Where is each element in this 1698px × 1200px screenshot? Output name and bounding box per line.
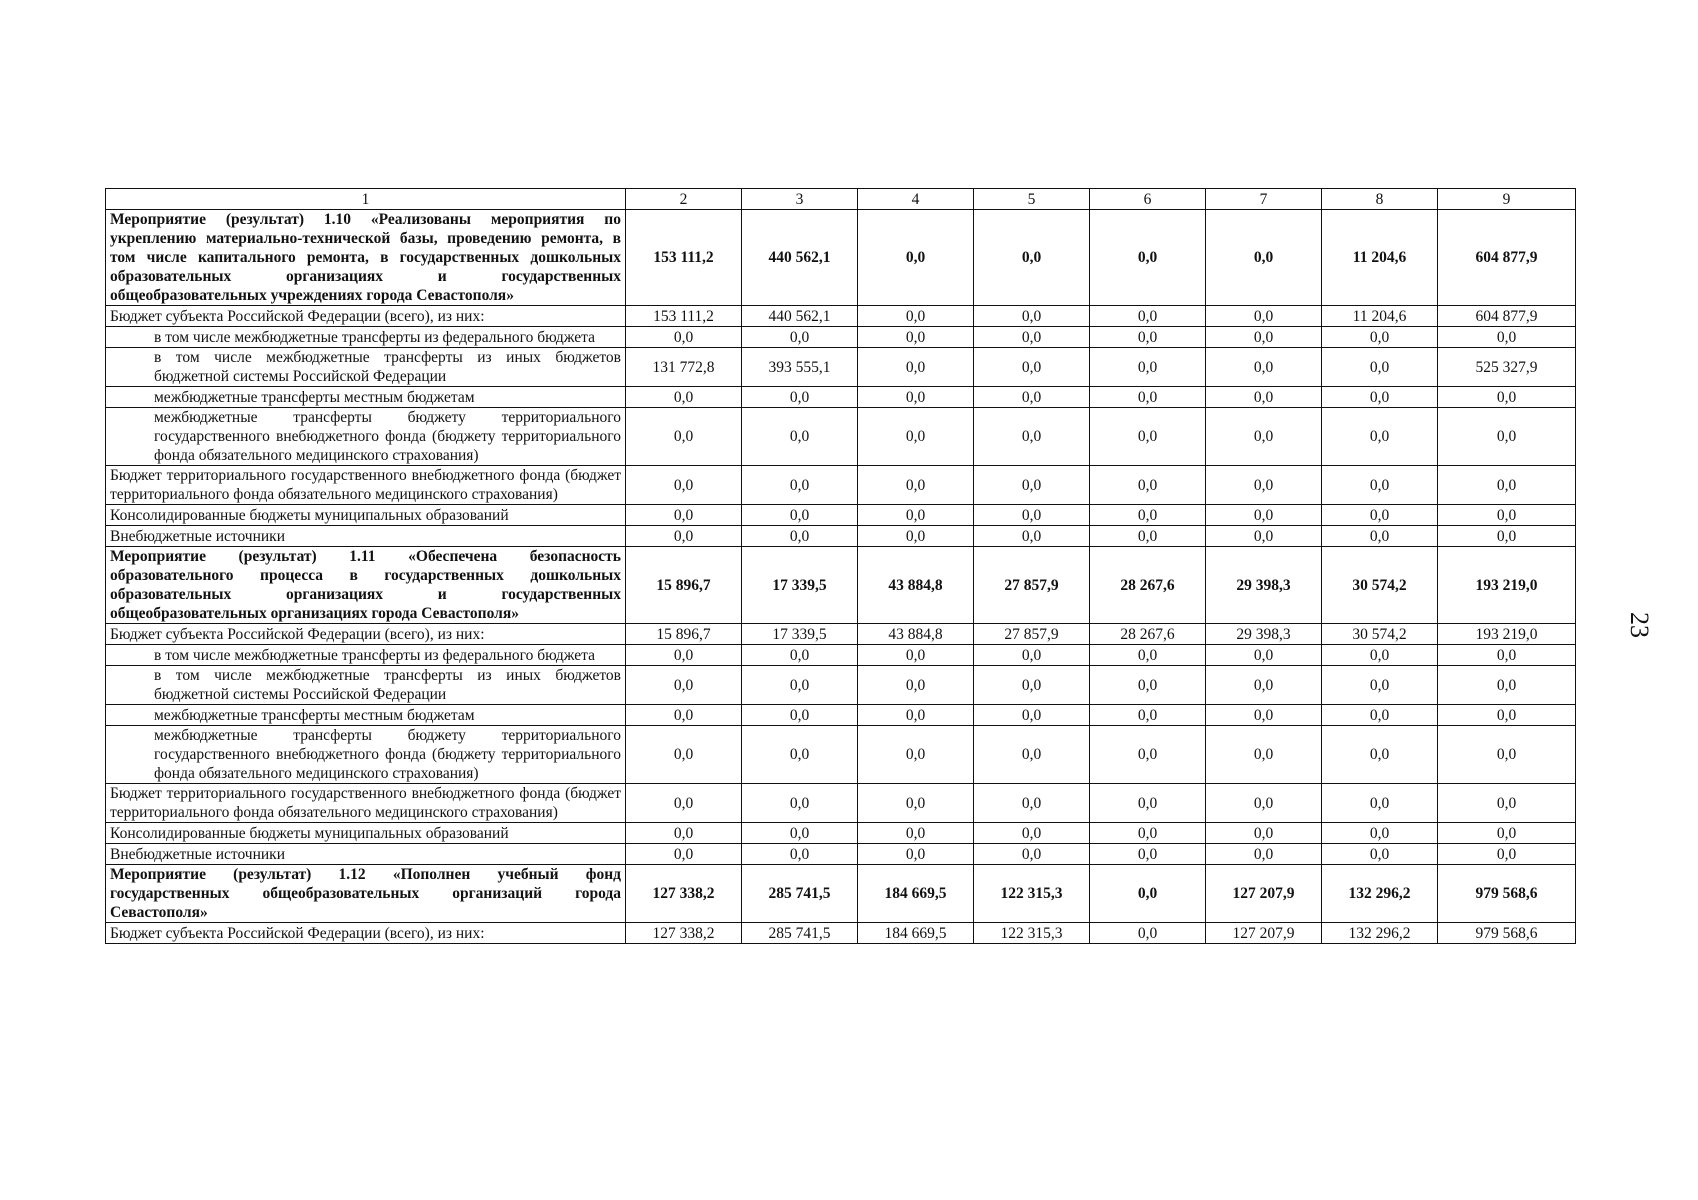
- value-cell: 0,0: [1090, 705, 1206, 726]
- column-number-cell: 5: [974, 189, 1090, 210]
- value-cell: 127 207,9: [1206, 923, 1322, 944]
- value-cell: 0,0: [626, 844, 742, 865]
- row-label: Консолидированные бюджеты муниципальных образований: [106, 823, 626, 844]
- value-cell: 0,0: [858, 645, 974, 666]
- value-cell: 30 574,2: [1322, 624, 1438, 645]
- column-number-cell: 2: [626, 189, 742, 210]
- value-cell: 15 896,7: [626, 547, 742, 624]
- value-cell: 122 315,3: [974, 923, 1090, 944]
- value-cell: 0,0: [742, 387, 858, 408]
- column-number-cell: 6: [1090, 189, 1206, 210]
- value-cell: 0,0: [1206, 666, 1322, 705]
- value-cell: 0,0: [626, 505, 742, 526]
- value-cell: 27 857,9: [974, 547, 1090, 624]
- value-cell: 0,0: [1090, 505, 1206, 526]
- value-cell: 0,0: [1438, 387, 1576, 408]
- table-row: [106, 306, 1576, 327]
- table-row: [106, 726, 1576, 784]
- value-cell: 0,0: [1438, 823, 1576, 844]
- value-cell: 604 877,9: [1438, 210, 1576, 306]
- value-cell: 0,0: [626, 666, 742, 705]
- value-cell: 0,0: [858, 705, 974, 726]
- value-cell: 0,0: [974, 505, 1090, 526]
- value-cell: 0,0: [858, 387, 974, 408]
- value-cell: 0,0: [858, 726, 974, 784]
- value-cell: 0,0: [858, 210, 974, 306]
- value-cell: 0,0: [1090, 923, 1206, 944]
- table-row: [106, 823, 1576, 844]
- value-cell: 153 111,2: [626, 306, 742, 327]
- value-cell: 0,0: [858, 327, 974, 348]
- value-cell: 0,0: [1090, 526, 1206, 547]
- value-cell: 525 327,9: [1438, 348, 1576, 387]
- value-cell: 0,0: [974, 645, 1090, 666]
- table-row: [106, 705, 1576, 726]
- value-cell: 0,0: [1090, 348, 1206, 387]
- value-cell: 0,0: [1090, 666, 1206, 705]
- value-cell: 127 207,9: [1206, 865, 1322, 923]
- value-cell: 0,0: [1206, 705, 1322, 726]
- value-cell: 0,0: [626, 705, 742, 726]
- table-row: [106, 666, 1576, 705]
- measure-row: [106, 210, 1576, 306]
- value-cell: 0,0: [1090, 210, 1206, 306]
- row-label: Консолидированные бюджеты муниципальных образований: [106, 505, 626, 526]
- row-label: Бюджет субъекта Российской Федерации (всего), из них:: [106, 306, 626, 327]
- value-cell: 0,0: [1322, 348, 1438, 387]
- value-cell: 0,0: [1090, 466, 1206, 505]
- value-cell: 122 315,3: [974, 865, 1090, 923]
- value-cell: 0,0: [858, 526, 974, 547]
- value-cell: 0,0: [1090, 844, 1206, 865]
- value-cell: 0,0: [858, 823, 974, 844]
- value-cell: 0,0: [974, 348, 1090, 387]
- value-cell: 193 219,0: [1438, 624, 1576, 645]
- value-cell: 0,0: [1206, 306, 1322, 327]
- table-row: [106, 348, 1576, 387]
- row-label: Мероприятие (результат) 1.10 «Реализованы мероприятия по укреплению материально-технической базы, проведению ремонта, в том числе капитального ремонта, в государственных дошкольных образовательных организациях и государственных общеобразовательных учреждениях города Севастополя»: [106, 210, 626, 306]
- column-number-cell: 8: [1322, 189, 1438, 210]
- value-cell: 0,0: [626, 526, 742, 547]
- value-cell: 0,0: [974, 526, 1090, 547]
- value-cell: 0,0: [1322, 823, 1438, 844]
- value-cell: 0,0: [1322, 666, 1438, 705]
- value-cell: 28 267,6: [1090, 624, 1206, 645]
- value-cell: 0,0: [742, 784, 858, 823]
- value-cell: 193 219,0: [1438, 547, 1576, 624]
- value-cell: 0,0: [1322, 526, 1438, 547]
- value-cell: 0,0: [858, 306, 974, 327]
- value-cell: 0,0: [858, 844, 974, 865]
- value-cell: 11 204,6: [1322, 210, 1438, 306]
- row-label: Бюджет субъекта Российской Федерации (всего), из них:: [106, 923, 626, 944]
- row-label: в том числе межбюджетные трансферты из иных бюджетов бюджетной системы Российской Федерации: [106, 348, 626, 387]
- value-cell: 440 562,1: [742, 306, 858, 327]
- row-label: в том числе межбюджетные трансферты из иных бюджетов бюджетной системы Российской Федерации: [106, 666, 626, 705]
- row-label: межбюджетные трансферты местным бюджетам: [106, 705, 626, 726]
- value-cell: 0,0: [974, 327, 1090, 348]
- table-row: [106, 466, 1576, 505]
- value-cell: 0,0: [974, 705, 1090, 726]
- value-cell: 184 669,5: [858, 865, 974, 923]
- value-cell: 0,0: [858, 348, 974, 387]
- value-cell: 0,0: [626, 466, 742, 505]
- value-cell: 0,0: [1438, 505, 1576, 526]
- value-cell: 29 398,3: [1206, 547, 1322, 624]
- value-cell: 43 884,8: [858, 547, 974, 624]
- value-cell: 0,0: [1206, 387, 1322, 408]
- value-cell: 440 562,1: [742, 210, 858, 306]
- value-cell: 15 896,7: [626, 624, 742, 645]
- row-label: в том числе межбюджетные трансферты из федерального бюджета: [106, 327, 626, 348]
- value-cell: 0,0: [1206, 210, 1322, 306]
- page-number: 23: [1625, 612, 1654, 638]
- value-cell: 0,0: [1322, 645, 1438, 666]
- value-cell: 28 267,6: [1090, 547, 1206, 624]
- value-cell: 0,0: [1090, 645, 1206, 666]
- row-label: в том числе межбюджетные трансферты из федерального бюджета: [106, 645, 626, 666]
- row-label: Мероприятие (результат) 1.11 «Обеспечена безопасность образовательного процесса в государственных дошкольных образовательных организациях и государственных общеобразовательных организациях города Севастополя»: [106, 547, 626, 624]
- value-cell: 0,0: [626, 387, 742, 408]
- row-label: Бюджет субъекта Российской Федерации (всего), из них:: [106, 624, 626, 645]
- value-cell: 0,0: [742, 823, 858, 844]
- row-label: Мероприятие (результат) 1.12 «Пополнен учебный фонд государственных общеобразовательных организаций города Севастополя»: [106, 865, 626, 923]
- value-cell: 127 338,2: [626, 923, 742, 944]
- value-cell: 0,0: [858, 466, 974, 505]
- value-cell: 0,0: [1438, 466, 1576, 505]
- value-cell: 0,0: [974, 387, 1090, 408]
- measure-row: [106, 547, 1576, 624]
- column-number-cell: 1: [106, 189, 626, 210]
- value-cell: 0,0: [974, 823, 1090, 844]
- value-cell: 0,0: [1206, 823, 1322, 844]
- value-cell: 0,0: [1322, 844, 1438, 865]
- value-cell: 0,0: [742, 327, 858, 348]
- value-cell: 153 111,2: [626, 210, 742, 306]
- value-cell: 0,0: [858, 784, 974, 823]
- value-cell: 604 877,9: [1438, 306, 1576, 327]
- table-row: [106, 624, 1576, 645]
- value-cell: 0,0: [1438, 327, 1576, 348]
- value-cell: 0,0: [974, 666, 1090, 705]
- value-cell: 979 568,6: [1438, 865, 1576, 923]
- value-cell: 0,0: [1322, 705, 1438, 726]
- value-cell: 0,0: [1090, 327, 1206, 348]
- table-row: [106, 844, 1576, 865]
- value-cell: 0,0: [1438, 705, 1576, 726]
- value-cell: 0,0: [974, 210, 1090, 306]
- value-cell: 0,0: [1090, 726, 1206, 784]
- value-cell: 0,0: [1090, 408, 1206, 466]
- value-cell: 0,0: [742, 666, 858, 705]
- row-label: межбюджетные трансферты местным бюджетам: [106, 387, 626, 408]
- value-cell: 0,0: [1438, 526, 1576, 547]
- value-cell: 127 338,2: [626, 865, 742, 923]
- value-cell: 11 204,6: [1322, 306, 1438, 327]
- value-cell: 0,0: [626, 726, 742, 784]
- row-label: межбюджетные трансферты бюджету территориального государственного внебюджетного фонда (бюджету территориального фонда обязательного медицинского страхования): [106, 726, 626, 784]
- value-cell: 17 339,5: [742, 547, 858, 624]
- table-row: [106, 408, 1576, 466]
- value-cell: 0,0: [1322, 327, 1438, 348]
- row-label: Бюджет территориального государственного внебюджетного фонда (бюджет территориального фонда обязательного медицинского страхования): [106, 784, 626, 823]
- value-cell: 0,0: [974, 306, 1090, 327]
- column-number-cell: 7: [1206, 189, 1322, 210]
- value-cell: 0,0: [1206, 784, 1322, 823]
- column-number-cell: 4: [858, 189, 974, 210]
- value-cell: 285 741,5: [742, 865, 858, 923]
- value-cell: 0,0: [974, 408, 1090, 466]
- value-cell: 184 669,5: [858, 923, 974, 944]
- table-row: [106, 387, 1576, 408]
- value-cell: 29 398,3: [1206, 624, 1322, 645]
- table-row: [106, 505, 1576, 526]
- value-cell: 30 574,2: [1322, 547, 1438, 624]
- value-cell: 0,0: [1206, 645, 1322, 666]
- value-cell: 0,0: [1438, 645, 1576, 666]
- value-cell: 0,0: [1438, 408, 1576, 466]
- table-row: [106, 327, 1576, 348]
- value-cell: 0,0: [1090, 387, 1206, 408]
- value-cell: 0,0: [742, 526, 858, 547]
- value-cell: 0,0: [1206, 408, 1322, 466]
- row-label: Внебюджетные источники: [106, 844, 626, 865]
- value-cell: 979 568,6: [1438, 923, 1576, 944]
- value-cell: 0,0: [974, 844, 1090, 865]
- value-cell: 0,0: [858, 408, 974, 466]
- value-cell: 17 339,5: [742, 624, 858, 645]
- value-cell: 0,0: [1438, 784, 1576, 823]
- value-cell: 0,0: [1438, 666, 1576, 705]
- value-cell: 0,0: [626, 823, 742, 844]
- value-cell: 0,0: [1206, 466, 1322, 505]
- value-cell: 0,0: [1322, 726, 1438, 784]
- value-cell: 43 884,8: [858, 624, 974, 645]
- budget-table: [105, 188, 1576, 944]
- value-cell: 0,0: [1438, 844, 1576, 865]
- value-cell: 0,0: [974, 466, 1090, 505]
- value-cell: 0,0: [1322, 505, 1438, 526]
- value-cell: 0,0: [626, 408, 742, 466]
- value-cell: 0,0: [1206, 348, 1322, 387]
- column-number-row: [106, 189, 1576, 210]
- column-number-cell: 3: [742, 189, 858, 210]
- row-label: Бюджет территориального государственного внебюджетного фонда (бюджет территориального фонда обязательного медицинского страхования): [106, 466, 626, 505]
- value-cell: 0,0: [742, 408, 858, 466]
- table-row: [106, 784, 1576, 823]
- value-cell: 0,0: [1322, 408, 1438, 466]
- value-cell: 0,0: [742, 705, 858, 726]
- value-cell: 0,0: [858, 666, 974, 705]
- value-cell: 0,0: [626, 645, 742, 666]
- value-cell: 0,0: [1090, 784, 1206, 823]
- value-cell: 0,0: [974, 726, 1090, 784]
- value-cell: 0,0: [742, 726, 858, 784]
- value-cell: 285 741,5: [742, 923, 858, 944]
- value-cell: 0,0: [742, 844, 858, 865]
- value-cell: 132 296,2: [1322, 865, 1438, 923]
- table-row: [106, 526, 1576, 547]
- value-cell: 0,0: [1090, 306, 1206, 327]
- value-cell: 27 857,9: [974, 624, 1090, 645]
- value-cell: 0,0: [626, 784, 742, 823]
- value-cell: 0,0: [1206, 526, 1322, 547]
- table-row: [106, 923, 1576, 944]
- value-cell: 131 772,8: [626, 348, 742, 387]
- value-cell: 0,0: [1090, 823, 1206, 844]
- value-cell: 0,0: [742, 466, 858, 505]
- column-number-cell: 9: [1438, 189, 1576, 210]
- measure-row: [106, 865, 1576, 923]
- value-cell: 0,0: [1322, 466, 1438, 505]
- value-cell: 0,0: [1206, 726, 1322, 784]
- value-cell: 0,0: [626, 327, 742, 348]
- value-cell: 0,0: [742, 505, 858, 526]
- value-cell: 0,0: [742, 645, 858, 666]
- value-cell: 0,0: [1206, 327, 1322, 348]
- table-body: [106, 189, 1576, 944]
- row-label: межбюджетные трансферты бюджету территориального государственного внебюджетного фонда (бюджету территориального фонда обязательного медицинского страхования): [106, 408, 626, 466]
- value-cell: 0,0: [1438, 726, 1576, 784]
- value-cell: 0,0: [1206, 844, 1322, 865]
- value-cell: 0,0: [1206, 505, 1322, 526]
- table-row: [106, 645, 1576, 666]
- value-cell: 393 555,1: [742, 348, 858, 387]
- value-cell: 0,0: [974, 784, 1090, 823]
- value-cell: 0,0: [1090, 865, 1206, 923]
- value-cell: 132 296,2: [1322, 923, 1438, 944]
- value-cell: 0,0: [1322, 387, 1438, 408]
- value-cell: 0,0: [858, 505, 974, 526]
- value-cell: 0,0: [1322, 784, 1438, 823]
- row-label: Внебюджетные источники: [106, 526, 626, 547]
